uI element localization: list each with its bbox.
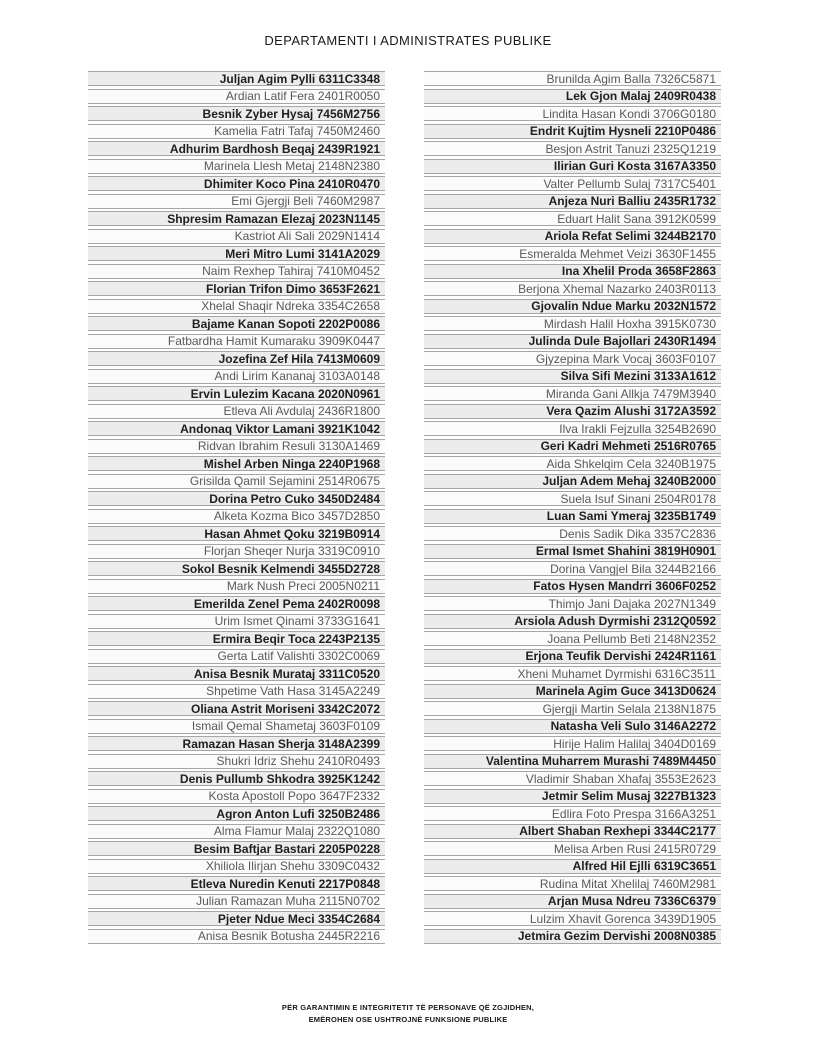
list-item: Brunilda Agim Balla 7326C5871: [424, 71, 721, 86]
list-item: Esmeralda Mehmet Veizi 3630F1455: [424, 246, 721, 261]
list-item: Gjergji Martin Selala 2138N1875: [424, 701, 721, 716]
list-item: Arsiola Adush Dyrmishi 2312Q0592: [424, 614, 721, 629]
list-item: Jetmir Selim Musaj 3227B1323: [424, 789, 721, 804]
list-item: Xhiliola Ilirjan Shehu 3309C0432: [88, 859, 385, 874]
list-item: Arjan Musa Ndreu 7336C6379: [424, 894, 721, 909]
list-item: Alma Flamur Malaj 2322Q1080: [88, 824, 385, 839]
list-item: Shukri Idriz Shehu 2410R0493: [88, 754, 385, 769]
list-item: Joana Pellumb Beti 2148N2352: [424, 631, 721, 646]
list-item: Berjona Xhemal Nazarko 2403R0113: [424, 281, 721, 296]
list-item: Dhimiter Koco Pina 2410R0470: [88, 176, 385, 191]
name-columns: [88, 71, 722, 946]
list-item: Natasha Veli Sulo 3146A2272: [424, 719, 721, 734]
list-item: Pjeter Ndue Meci 3354C2684: [88, 911, 385, 926]
list-item: Anjeza Nuri Balliu 2435R1732: [424, 194, 721, 209]
list-item: Kosta Apostoll Popo 3647F2332: [88, 789, 385, 804]
list-item: Silva Sifi Mezini 3133A1612: [424, 369, 721, 384]
list-item: Anisa Besnik Botusha 2445R2216: [88, 929, 385, 944]
list-item: Albert Shaban Rexhepi 3344C2177: [424, 824, 721, 839]
list-item: Ilirian Guri Kosta 3167A3350: [424, 159, 721, 174]
list-item: Juljan Adem Mehaj 3240B2000: [424, 474, 721, 489]
list-item: Sokol Besnik Kelmendi 3455D2728: [88, 561, 385, 576]
list-item: Fatos Hysen Mandrri 3606F0252: [424, 579, 721, 594]
list-item: Shpresim Ramazan Elezaj 2023N1145: [88, 211, 385, 226]
page-title: DEPARTAMENTI I ADMINISTRATES PUBLIKE: [264, 33, 552, 48]
list-item: Geri Kadri Mehmeti 2516R0765: [424, 439, 721, 454]
list-item: Naim Rexhep Tahiraj 7410M0452: [88, 264, 385, 279]
list-item: Erjona Teufik Dervishi 2424R1161: [424, 649, 721, 664]
list-item: Ermal Ismet Shahini 3819H0901: [424, 544, 721, 559]
list-item: Andi Lirim Kananaj 3103A0148: [88, 369, 385, 384]
list-item: Kastriot Ali Sali 2029N1414: [88, 229, 385, 244]
list-item: Lindita Hasan Kondi 3706G0180: [424, 106, 721, 121]
list-item: Anisa Besnik Murataj 3311C0520: [88, 666, 385, 681]
list-item: Vera Qazim Alushi 3172A3592: [424, 404, 721, 419]
list-item: Ridvan Ibrahim Resuli 3130A1469: [88, 439, 385, 454]
list-item: Adhurim Bardhosh Beqaj 2439R1921: [88, 141, 385, 156]
list-item: Miranda Gani Allkja 7479M3940: [424, 386, 721, 401]
list-item: Juljan Agim Pylli 6311C3348: [88, 71, 385, 86]
list-item: Valter Pellumb Sulaj 7317C5401: [424, 176, 721, 191]
list-item: Shpetime Vath Hasa 3145A2249: [88, 684, 385, 699]
list-item: Marinela Llesh Metaj 2148N2380: [88, 159, 385, 174]
list-item: Melisa Arben Rusi 2415R0729: [424, 841, 721, 856]
list-item: Besim Baftjar Bastari 2205P0228: [88, 841, 385, 856]
list-item: Alfred Hil Ejlli 6319C3651: [424, 859, 721, 874]
list-item: Besnik Zyber Hysaj 7456M2756: [88, 106, 385, 121]
list-item: Dorina Petro Cuko 3450D2484: [88, 491, 385, 506]
list-item: Gjovalin Ndue Marku 2032N1572: [424, 299, 721, 314]
list-item: Gjyzepina Mark Vocaj 3603F0107: [424, 351, 721, 366]
list-item: Aida Shkelqim Cela 3240B1975: [424, 456, 721, 471]
list-item: Florjan Sheqer Nurja 3319C0910: [88, 544, 385, 559]
footer-line-2: EMËROHEN OSE USHTROJNË FUNKSIONE PUBLIKE: [308, 1015, 508, 1024]
list-item: Hasan Ahmet Qoku 3219B0914: [88, 526, 385, 541]
list-item: Hirije Halim Halilaj 3404D0169: [424, 736, 721, 751]
list-item: Denis Pullumb Shkodra 3925K1242: [88, 771, 385, 786]
list-item: Xheni Muhamet Dyrmishi 6316C3511: [424, 666, 721, 681]
list-item: Rudina Mitat Xhelilaj 7460M2981: [424, 876, 721, 891]
list-item: Dorina Vangjel Bila 3244B2166: [424, 561, 721, 576]
list-item: Emerilda Zenel Pema 2402R0098: [88, 596, 385, 611]
list-item: Ermira Beqir Toca 2243P2135: [88, 631, 385, 646]
page-footer: [0, 1002, 816, 1026]
list-item: Etleva Ali Avdulaj 2436R1800: [88, 404, 385, 419]
list-item: Endrit Kujtim Hysneli 2210P0486: [424, 124, 721, 139]
list-item: Mark Nush Preci 2005N0211: [88, 579, 385, 594]
list-item: Ina Xhelil Proda 3658F2863: [424, 264, 721, 279]
list-item: Luan Sami Ymeraj 3235B1749: [424, 509, 721, 524]
list-item: Kamelia Fatri Tafaj 7450M2460: [88, 124, 385, 139]
list-item: Julinda Dule Bajollari 2430R1494: [424, 334, 721, 349]
list-item: Jetmira Gezim Dervishi 2008N0385: [424, 929, 721, 944]
list-item: Edlira Foto Prespa 3166A3251: [424, 806, 721, 821]
list-item: Andonaq Viktor Lamani 3921K1042: [88, 421, 385, 436]
list-item: Alketa Kozma Bico 3457D2850: [88, 509, 385, 524]
list-item: Eduart Halit Sana 3912K0599: [424, 211, 721, 226]
list-item: Ilva Irakli Fejzulla 3254B2690: [424, 421, 721, 436]
list-item: Jozefina Zef Hila 7413M0609: [88, 351, 385, 366]
list-item: Urim Ismet Qinami 3733G1641: [88, 614, 385, 629]
list-item: Ramazan Hasan Sherja 3148A2399: [88, 736, 385, 751]
list-item: Xhelal Shaqir Ndreka 3354C2658: [88, 299, 385, 314]
list-item: Etleva Nuredin Kenuti 2217P0848: [88, 876, 385, 891]
list-item: Besjon Astrit Tanuzi 2325Q1219: [424, 141, 721, 156]
list-item: Denis Sadik Dika 3357C2836: [424, 526, 721, 541]
list-item: Valentina Muharrem Murashi 7489M4450: [424, 754, 721, 769]
list-item: Oliana Astrit Moriseni 3342C2072: [88, 701, 385, 716]
list-item: Agron Anton Lufi 3250B2486: [88, 806, 385, 821]
list-item: Meri Mitro Lumi 3141A2029: [88, 246, 385, 261]
list-item: Fatbardha Hamit Kumaraku 3909K0447: [88, 334, 385, 349]
name-list-left: [88, 71, 385, 946]
list-item: Ismail Qemal Shametaj 3603F0109: [88, 719, 385, 734]
list-item: Lulzim Xhavit Gorenca 3439D1905: [424, 911, 721, 926]
list-item: Thimjo Jani Dajaka 2027N1349: [424, 596, 721, 611]
list-item: Vladimir Shaban Xhafaj 3553E2623: [424, 771, 721, 786]
footer-line-1: PËR GARANTIMIN E INTEGRITETIT TË PERSONAVE QË ZGJIDHEN,: [281, 1003, 535, 1012]
list-item: Mirdash Halil Hoxha 3915K0730: [424, 316, 721, 331]
list-item: Ardian Latif Fera 2401R0050: [88, 89, 385, 104]
list-item: Emi Gjergji Beli 7460M2987: [88, 194, 385, 209]
list-item: Suela Isuf Sinani 2504R0178: [424, 491, 721, 506]
list-item: Ariola Refat Selimi 3244B2170: [424, 229, 721, 244]
list-item: Mishel Arben Ninga 2240P1968: [88, 456, 385, 471]
list-item: Gerta Latif Valishti 3302C0069: [88, 649, 385, 664]
list-item: Lek Gjon Malaj 2409R0438: [424, 89, 721, 104]
list-item: Bajame Kanan Sopoti 2202P0086: [88, 316, 385, 331]
list-item: Grisilda Qamil Sejamini 2514R0675: [88, 474, 385, 489]
list-item: Ervin Lulezim Kacana 2020N0961: [88, 386, 385, 401]
list-item: Julian Ramazan Muha 2115N0702: [88, 894, 385, 909]
list-item: Marinela Agim Guce 3413D0624: [424, 684, 721, 699]
list-item: Florian Trifon Dimo 3653F2621: [88, 281, 385, 296]
name-list-right: [424, 71, 721, 946]
